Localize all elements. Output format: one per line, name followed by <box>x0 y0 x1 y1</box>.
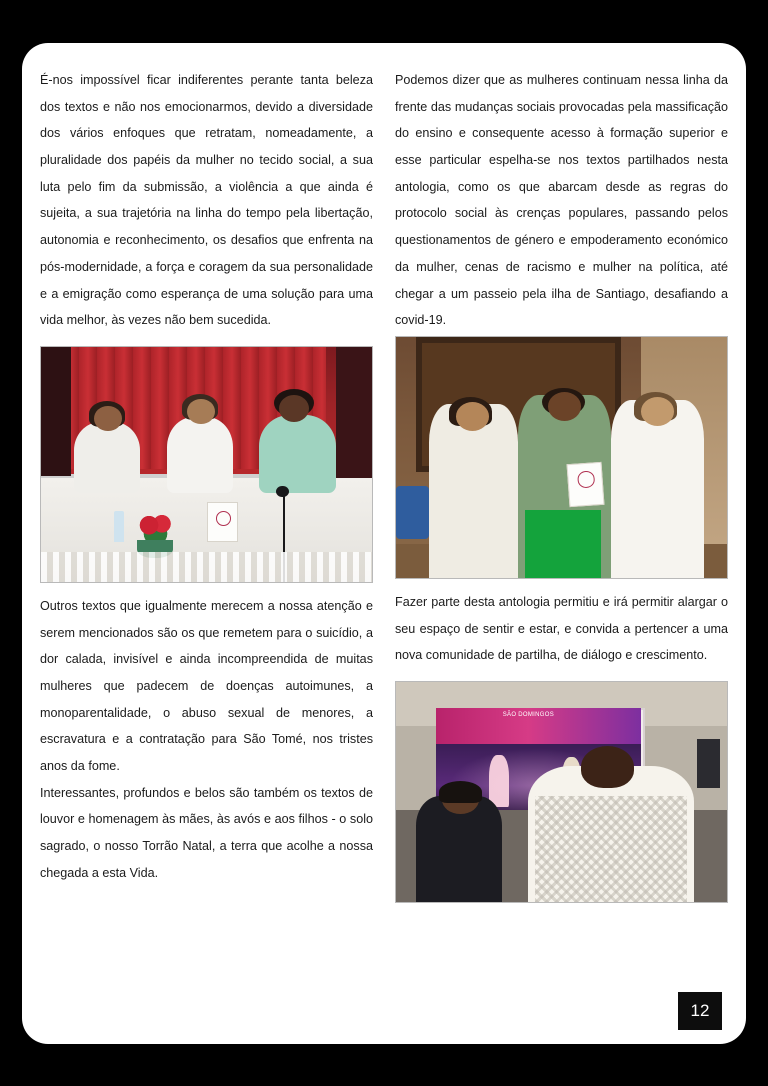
photo3-audience-woman-head <box>581 746 634 788</box>
photo2-face-right <box>641 397 674 426</box>
photo1-left-shadow <box>41 347 71 476</box>
left-paragraph-2: Outros textos que igualmente merecem a nossa atenção e serem mencionados são os que remetem para o suicídio, a dor calada, invisível e ainda incompreendida de muitas mulheres que padecem de doenças autoimunes, a monoparentalidade, o abuso sexual de menores, a escravatura e a contratação para São Tomé, nos tristes anos da fome. <box>40 598 373 773</box>
photo1-person-right <box>259 415 335 493</box>
photo2-blue-chair <box>396 486 429 539</box>
photo3-audience-woman-lace <box>535 796 687 902</box>
left-spacer-1 <box>40 583 373 593</box>
photo1-person-center <box>167 417 233 492</box>
photo1-face-right <box>279 395 309 422</box>
page-number: 12 <box>678 992 722 1030</box>
photo2-person-right <box>611 400 704 578</box>
right-column <box>395 67 728 1022</box>
right-paragraph-1: Podemos dizer que as mulheres continuam nessa linha da frente das mudanças sociais provocadas pela massificação do ensino e consequente acesso à formação superior e esse particular espelha-se nos textos partilhados nesta antologia, como os que abarcam desde as regras do protocolo social às crenças populares, passando pelos questionamentos de género e empoderamento económico da mulher, cenas de racismo e mulher na política, até chegar a um passeio pela ilha de Santiago, desafiando a covid-19. <box>395 73 728 328</box>
right-paragraph-2: Fazer parte desta antologia permitiu e irá permitir alargar o seu espaço de sentir e estar, e convida a pertencer a uma nova comunidade de partilha, de diálogo e crescimento. <box>395 594 728 663</box>
photo-stage-audience <box>395 681 728 903</box>
photo3-audience-man-hair <box>439 781 482 803</box>
photo1-water-bottle <box>114 511 124 542</box>
right-spacer-1 <box>395 579 728 589</box>
right-spacer-2 <box>395 669 728 679</box>
left-paragraph-1: É-nos impossível ficar indiferentes perante tanta beleza dos textos e não nos emocionarmos, devido a diversidade dos vários enfoques que retratam, nomeadamente, a pluralidade dos papéis da mulher no tecido social, a sua luta pelo fim da submissão, a violência a que ainda é sujeita, a sua trajetória na linha do tempo pela libertação, autonomia e reconhecimento, os desafios que enfrenta na pós-modernidade, a força e coragem da sua personalidade e a emigração como esperança de uma solução para uma vida melhor, às vezes não bem sucedida. <box>40 73 373 328</box>
photo1-face-center <box>187 399 215 425</box>
document-page <box>22 43 746 1044</box>
left-paragraph-3: Interessantes, profundos e belos são também os textos de louvor e homenagem às mães, às avós e aos filhos - o solo sagrado, o nosso Torrão Natal, a terra que acolhe a nossa chegada a esta Vida. <box>40 785 373 880</box>
photo2-book <box>567 461 605 506</box>
photo1-flowers <box>134 514 177 542</box>
photo2-center-green-trousers <box>525 510 601 577</box>
photo3-banner-text: SÃO DOMINGOS <box>502 711 555 718</box>
photo3-loudspeaker <box>697 739 720 787</box>
photo1-tablecloth-lace <box>41 552 372 582</box>
photo1-book <box>207 502 239 542</box>
photo1-right-shadow <box>336 347 372 483</box>
page-content <box>40 67 728 1022</box>
photo-three-women-standing <box>395 336 728 579</box>
photo2-face-left <box>456 402 489 431</box>
photo-panel-three-women <box>40 346 373 583</box>
left-column <box>40 67 373 1022</box>
photo1-person-left <box>74 422 140 493</box>
